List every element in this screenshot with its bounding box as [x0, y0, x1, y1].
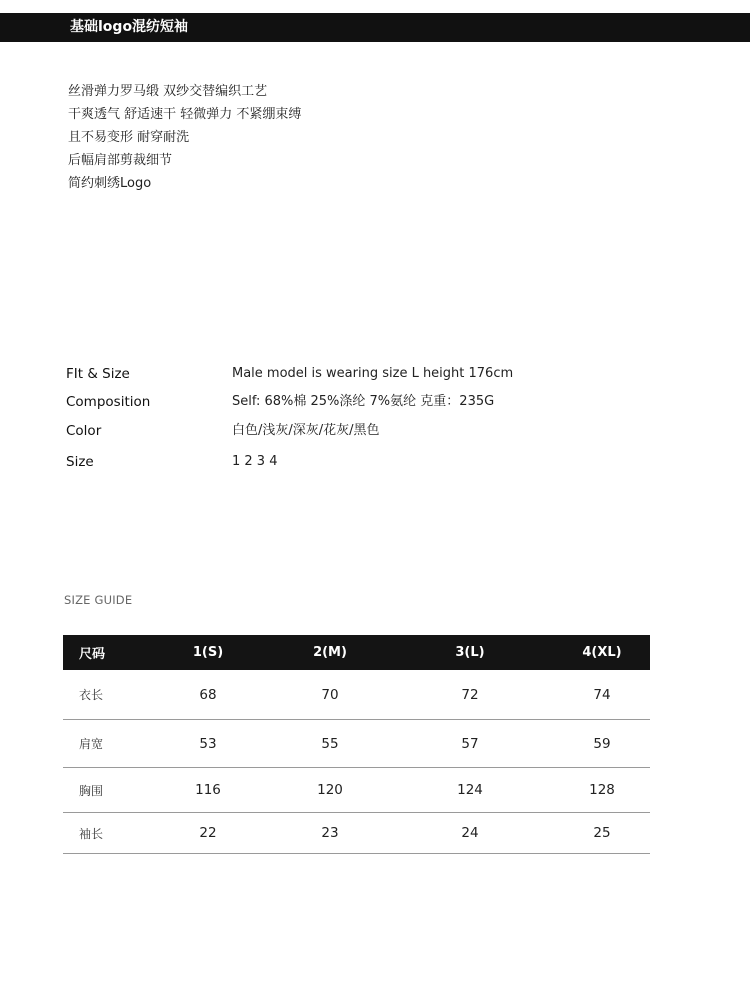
title-bar — [0, 13, 750, 42]
feature-item: 简约刺绣Logo — [68, 176, 152, 191]
spec-row-color — [66, 419, 666, 443]
table-cell: 120 — [317, 782, 343, 798]
spec-value: 1 2 3 4 — [232, 454, 278, 469]
table-cell: 23 — [321, 825, 339, 841]
size-guide-heading: SIZE GUIDE — [64, 593, 133, 607]
spec-value: Self: 68%棉 25%涤纶 7%氨纶 克重：235G — [232, 394, 495, 409]
table-row — [63, 813, 650, 854]
header-cell: 3(L) — [455, 645, 485, 660]
table-cell: 53 — [199, 735, 217, 752]
spec-value: 白色/浅灰/深灰/花灰/黑色 — [232, 423, 380, 438]
table-cell: 24 — [461, 825, 479, 841]
table-cell: 22 — [199, 825, 217, 841]
spec-label: Size — [66, 454, 94, 470]
feature-item: 丝滑弹力罗马缎 双纱交替编织工艺 — [68, 84, 268, 99]
table-cell: 72 — [461, 686, 479, 703]
row-label: 袖长 — [79, 826, 104, 841]
spec-row-fit-size — [66, 362, 666, 386]
product-title: 基础logo混纺短袖 — [70, 19, 189, 35]
table-cell: 68 — [199, 686, 217, 703]
table-cell: 124 — [457, 782, 483, 798]
spec-label: FIt & Size — [66, 366, 130, 382]
table-cell: 55 — [321, 735, 339, 752]
feature-item: 干爽透气 舒适速干 轻微弹力 不紧绷束缚 — [68, 107, 302, 122]
spec-label: Composition — [66, 394, 151, 410]
feature-item: 且不易变形 耐穿耐洗 — [68, 130, 190, 145]
table-row — [63, 768, 650, 813]
size-table-header — [63, 635, 650, 670]
table-cell: 59 — [593, 735, 611, 752]
table-row — [63, 720, 650, 768]
spec-label: Color — [66, 423, 102, 439]
row-label: 胸围 — [79, 783, 104, 798]
header-cell: 4(XL) — [582, 645, 622, 660]
row-label: 衣长 — [79, 688, 104, 702]
spec-value: Male model is wearing size L height 176cm — [232, 366, 514, 381]
table-cell: 116 — [195, 782, 221, 798]
feature-item: 后幅肩部剪裁细节 — [68, 153, 173, 168]
spec-row-composition — [66, 390, 666, 414]
table-cell: 74 — [593, 686, 611, 703]
spec-row-size — [66, 450, 666, 474]
header-cell-size: 尺码 — [79, 647, 106, 662]
header-cell: 2(M) — [313, 645, 347, 660]
table-cell: 57 — [461, 735, 479, 752]
table-cell: 70 — [321, 686, 339, 703]
table-cell: 25 — [593, 825, 611, 841]
header-cell: 1(S) — [192, 645, 224, 660]
row-label: 肩宽 — [79, 737, 104, 751]
table-cell: 128 — [589, 782, 615, 798]
feature-list — [68, 80, 301, 195]
table-row — [63, 670, 650, 720]
